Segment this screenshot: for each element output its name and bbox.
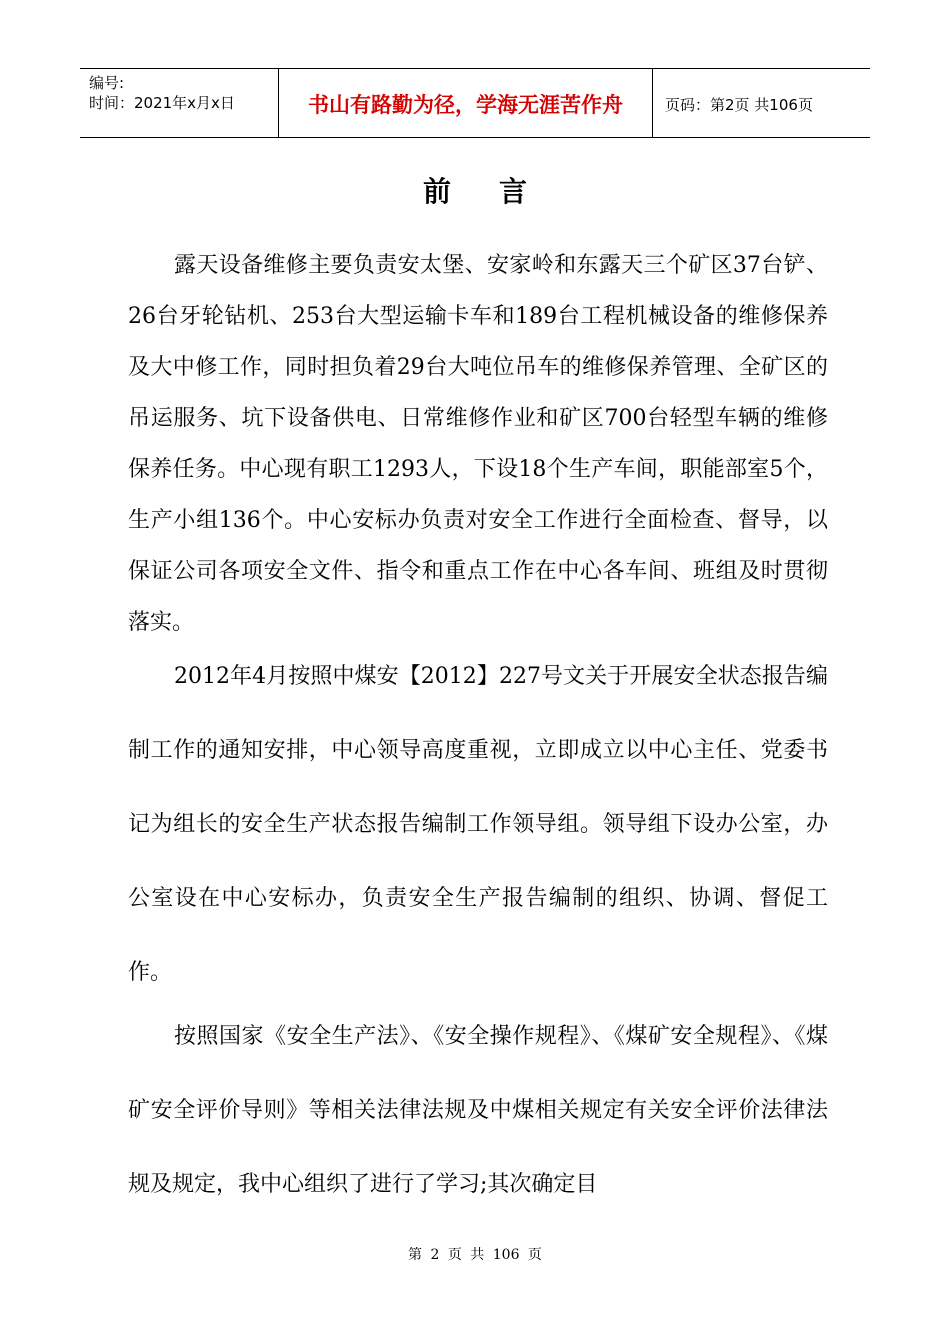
page-header [80, 68, 870, 138]
document-time: 时间：2021年x月x日 [89, 94, 235, 112]
paragraph-1: 露天设备维修主要负责安太堡、安家岭和东露天三个矿区37台铲、26台牙轮钻机、253台大型运输卡车和189台工程机械设备的维修保养及大中修工作，同时担负着29台大吨位吊车的维修保养管理、全矿区的吊运服务、坑下设备供电、日常维修作业和矿区700台轻型车辆的维修保养任务。中心现有职工1293人，下设18个生产车间，职能部室5个，生产小组136个。中心安标办负责对安全工作进行全面检查、督导，以保证公司各项安全文件、指令和重点工作在中心各车间、班组及时贯彻落实。 [128, 253, 828, 635]
header-motto: 书山有路勤为径，学海无涯苦作舟 [279, 69, 653, 137]
document-title: 前言 [422, 175, 575, 208]
document-number-label: 编号: [89, 74, 125, 92]
header-meta [80, 69, 279, 137]
paragraph-2: 2012年4月按照中煤安【2012】227号文关于开展安全状态报告编制工作的通知安排，中心领导高度重视，立即成立以中心主任、党委书记为组长的安全生产状态报告编制工作领导组。领导组下设办公室，办公室设在中心安标办，负责安全生产报告编制的组织、协调、督促工作。 [128, 664, 828, 985]
header-page-info: 页码：第2页 共106页 [665, 95, 813, 114]
page-footer: 第 2 页 共 106 页 [408, 1247, 542, 1263]
paragraph-3: 按照国家《安全生产法》、《安全操作规程》、《煤矿安全规程》、《煤矿安全评价导则》等相关法律法规及中煤相关规定有关安全评价法律法规及规定，我中心组织了进行了学习;其次确定目 [128, 1024, 828, 1197]
